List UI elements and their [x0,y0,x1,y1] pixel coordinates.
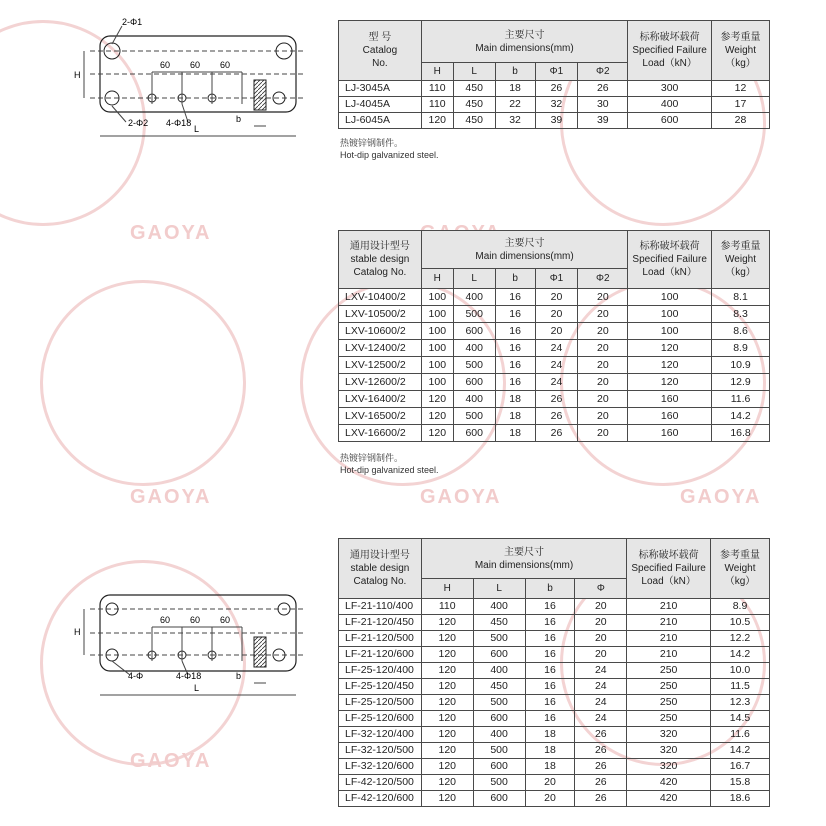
spacing-label: 60 [190,615,201,625]
value-cell: 14.2 [711,743,770,759]
value-cell: 16 [495,323,535,340]
catalog-cell: LF-42-120/600 [339,791,422,807]
value-cell: 120 [421,391,453,408]
value-cell: 100 [421,340,453,357]
l-label: L [194,124,200,134]
value-cell: 100 [421,306,453,323]
top-holes-label: 2-Φ1 [122,17,143,27]
value-cell: 26 [575,775,627,791]
value-cell: 16 [525,711,575,727]
note-en: Hot-dip galvanized steel. [340,150,439,160]
value-cell: 500 [473,695,525,711]
b-label: b [236,671,242,681]
l-label: L [194,683,200,693]
table-row [339,340,770,357]
table-row [339,679,770,695]
mid-holes-label: 4-Φ18 [166,118,192,128]
table-row [339,663,770,679]
value-cell: 600 [473,711,525,727]
value-cell: 400 [473,599,525,615]
value-cell: 20 [578,306,628,323]
spec-table-2 [338,230,770,442]
value-cell: 14.2 [712,408,770,425]
value-cell: 500 [453,357,495,374]
weight-header: 参考重量 Weight （kg） [712,231,770,289]
value-cell: 450 [473,615,525,631]
table-row [339,357,770,374]
value-cell: 10.5 [711,615,770,631]
value-cell: 15.8 [711,775,770,791]
value-cell: 120 [421,425,453,442]
value-cell: 18 [495,391,535,408]
catalog-cell: LF-21-120/600 [339,647,422,663]
value-cell: 12.3 [711,695,770,711]
catalog-cell: LF-21-110/400 [339,599,422,615]
catalog-cell: LXV-16600/2 [339,425,422,442]
value-cell: 210 [627,615,711,631]
value-cell: 8.6 [712,323,770,340]
catalog-cell: LXV-16500/2 [339,408,422,425]
value-cell: 16 [525,647,575,663]
table2-note [340,452,439,476]
dim-col-headers: H L b Φ [339,579,770,599]
catalog-cell: LF-25-120/400 [339,663,422,679]
catalog-header: 通用设计型号 stable design Catalog No. [339,231,422,289]
value-cell: 16 [525,663,575,679]
value-cell: 20 [578,425,628,442]
value-cell: 400 [453,340,495,357]
table1-note [340,137,439,161]
value-cell: 24 [535,357,578,374]
value-cell: 160 [628,391,712,408]
table-row [339,374,770,391]
note-en: Hot-dip galvanized steel. [340,465,439,475]
value-cell: 120 [421,408,453,425]
value-cell: 320 [627,727,711,743]
value-cell: 400 [473,727,525,743]
catalog-header: 型 号 Catalog No. [339,21,422,81]
table-row [339,631,770,647]
weight-header: 参考重量 Weight （kg） [711,539,770,599]
value-cell: 600 [473,791,525,807]
watermark-text: GAOYA [130,750,212,772]
value-cell: 16 [525,599,575,615]
catalog-cell: LXV-10600/2 [339,323,422,340]
main-dim-header: 主要尺寸 Main dimensions(mm) [421,231,627,269]
note-cn: 热镀锌钢制件。 [340,453,404,463]
spacing-label: 60 [220,60,231,70]
value-cell: 120 [421,791,473,807]
value-cell: 20 [578,408,628,425]
table-row [339,599,770,615]
value-cell: 20 [578,374,628,391]
watermark-text: GAOYA [130,222,212,244]
value-cell: 20 [535,306,578,323]
value-cell: 8.3 [712,306,770,323]
value-cell: 20 [535,289,578,306]
catalog-cell: LF-32-120/500 [339,743,422,759]
value-cell: 100 [421,374,453,391]
catalog-cell: LF-21-120/450 [339,615,422,631]
value-cell: 100 [628,289,712,306]
value-cell: 120 [421,743,473,759]
dim-col-headers: H L b Φ1 Φ2 [339,63,770,81]
value-cell: 400 [453,391,495,408]
value-cell: 600 [453,374,495,391]
value-cell: 20 [575,599,627,615]
catalog-cell: LF-42-120/500 [339,775,422,791]
value-cell: 210 [627,631,711,647]
value-cell: 160 [628,425,712,442]
value-cell: 26 [575,791,627,807]
catalog-cell: LXV-10400/2 [339,289,422,306]
value-cell: 400 [453,289,495,306]
value-cell: 20 [535,323,578,340]
watermark-text: GAOYA [130,486,212,508]
value-cell: 24 [535,374,578,391]
table-row [339,759,770,775]
failure-header: 标称破坏载荷 Specified Failure Load（kN） [628,21,712,81]
value-cell: 16 [525,679,575,695]
value-cell: 16 [495,374,535,391]
catalog-cell: LXV-10500/2 [339,306,422,323]
table-row [339,425,770,442]
spec-table-3 [338,538,770,807]
value-cell: 11.5 [711,679,770,695]
value-cell: 120 [628,374,712,391]
value-cell: 110 [421,599,473,615]
value-cell: 420 [627,775,711,791]
value-cell: 26 [535,425,578,442]
value-cell: 120 [421,727,473,743]
catalog-cell: LXV-16400/2 [339,391,422,408]
catalog-cell: LXV-12500/2 [339,357,422,374]
value-cell: 250 [627,663,711,679]
spacing-label: 60 [220,615,231,625]
value-cell: 100 [628,323,712,340]
value-cell: 210 [627,599,711,615]
value-cell: 600 [473,647,525,663]
table-row [339,323,770,340]
dim-col-headers: H L b Φ1 Φ2 [339,269,770,289]
catalog-cell: LXV-12400/2 [339,340,422,357]
catalog-header: 通用设计型号 stable design Catalog No. [339,539,422,599]
value-cell: 500 [453,408,495,425]
watermark-text: GAOYA [420,486,502,508]
value-cell: 450 [473,679,525,695]
plate-diagram-1 [70,14,310,144]
value-cell: 100 [421,323,453,340]
value-cell: 16.7 [711,759,770,775]
note-cn: 热镀锌钢制件。 [340,138,404,148]
table-row [339,743,770,759]
value-cell: 26 [535,391,578,408]
value-cell: 600 [453,425,495,442]
table-row: LJ-3045A 110 450 18 26 26 300 12 [339,81,770,97]
b-label: b [236,114,242,124]
value-cell: 120 [421,663,473,679]
catalog-cell: LXV-12600/2 [339,374,422,391]
value-cell: 12.2 [711,631,770,647]
value-cell: 26 [575,743,627,759]
table-row [339,727,770,743]
value-cell: 10.9 [712,357,770,374]
value-cell: 18 [495,408,535,425]
value-cell: 120 [628,357,712,374]
value-cell: 20 [578,357,628,374]
catalog-cell: LF-25-120/600 [339,711,422,727]
value-cell: 120 [421,615,473,631]
catalog-cell: LF-32-120/600 [339,759,422,775]
value-cell: 600 [453,323,495,340]
value-cell: 14.2 [711,647,770,663]
table-row [339,615,770,631]
value-cell: 100 [421,289,453,306]
value-cell: 11.6 [712,391,770,408]
table-row [339,306,770,323]
catalog-cell: LF-32-120/400 [339,727,422,743]
table-row [339,695,770,711]
value-cell: 24 [575,679,627,695]
value-cell: 26 [575,727,627,743]
value-cell: 20 [578,340,628,357]
watermark-seal [40,280,246,486]
value-cell: 8.1 [712,289,770,306]
value-cell: 18.6 [711,791,770,807]
bottom-holes-label: 2-Φ2 [128,118,149,128]
value-cell: 24 [575,711,627,727]
main-dim-header: 主要尺寸 Main dimensions(mm) [421,539,626,579]
value-cell: 16 [525,615,575,631]
value-cell: 320 [627,743,711,759]
watermark-text: GAOYA [680,486,762,508]
value-cell: 18 [525,743,575,759]
table-row [339,289,770,306]
value-cell: 18 [525,759,575,775]
value-cell: 12.9 [712,374,770,391]
table-row: LJ-6045A 120 450 32 39 39 600 28 [339,113,770,129]
table-row [339,711,770,727]
value-cell: 120 [421,679,473,695]
value-cell: 20 [578,391,628,408]
value-cell: 120 [421,647,473,663]
spacing-label: 60 [190,60,201,70]
value-cell: 26 [535,408,578,425]
value-cell: 10.0 [711,663,770,679]
value-cell: 120 [421,631,473,647]
value-cell: 20 [575,647,627,663]
value-cell: 400 [473,663,525,679]
value-cell: 120 [421,759,473,775]
value-cell: 20 [578,323,628,340]
value-cell: 500 [473,743,525,759]
table-row [339,391,770,408]
value-cell: 16 [495,357,535,374]
value-cell: 20 [578,289,628,306]
h-label: H [74,627,81,637]
table-row [339,775,770,791]
failure-header: 标称破坏载荷 Specified Failure Load（kN） [628,231,712,289]
value-cell: 24 [535,340,578,357]
value-cell: 24 [575,663,627,679]
value-cell: 160 [628,408,712,425]
value-cell: 120 [628,340,712,357]
failure-header: 标称破坏载荷 Specified Failure Load（kN） [627,539,711,599]
value-cell: 120 [421,695,473,711]
value-cell: 26 [575,759,627,775]
value-cell: 600 [473,759,525,775]
catalog-cell: LF-21-120/500 [339,631,422,647]
left-holes-label: 4-Φ [128,671,144,681]
value-cell: 20 [575,631,627,647]
spacing-label: 60 [160,60,171,70]
value-cell: 20 [575,615,627,631]
weight-header: 参考重量 Weight （kg） [712,21,770,81]
h-label: H [74,70,81,80]
value-cell: 320 [627,759,711,775]
value-cell: 420 [627,791,711,807]
value-cell: 8.9 [711,599,770,615]
plate-diagram-2 [70,585,310,715]
value-cell: 500 [473,775,525,791]
spacing-label: 60 [160,615,171,625]
value-cell: 16 [525,695,575,711]
value-cell: 16 [495,340,535,357]
catalog-cell: LF-25-120/500 [339,695,422,711]
table-row [339,408,770,425]
value-cell: 18 [495,425,535,442]
value-cell: 250 [627,679,711,695]
value-cell: 18 [525,727,575,743]
value-cell: 11.6 [711,727,770,743]
value-cell: 120 [421,775,473,791]
table-row [339,647,770,663]
value-cell: 16 [495,289,535,306]
value-cell: 20 [525,775,575,791]
catalog-cell: LF-25-120/450 [339,679,422,695]
spec-table-1 [338,20,770,129]
value-cell: 16.8 [712,425,770,442]
value-cell: 120 [421,711,473,727]
value-cell: 100 [421,357,453,374]
value-cell: 24 [575,695,627,711]
table-row [339,791,770,807]
table-row: LJ-4045A 110 450 22 32 30 400 17 [339,97,770,113]
value-cell: 8.9 [712,340,770,357]
value-cell: 20 [525,791,575,807]
value-cell: 500 [473,631,525,647]
value-cell: 500 [453,306,495,323]
value-cell: 14.5 [711,711,770,727]
value-cell: 210 [627,647,711,663]
value-cell: 250 [627,711,711,727]
value-cell: 100 [628,306,712,323]
mid-holes-label: 4-Φ18 [176,671,202,681]
value-cell: 16 [525,631,575,647]
main-dim-header: 主要尺寸 Main dimensions(mm) [421,21,627,63]
value-cell: 16 [495,306,535,323]
value-cell: 250 [627,695,711,711]
